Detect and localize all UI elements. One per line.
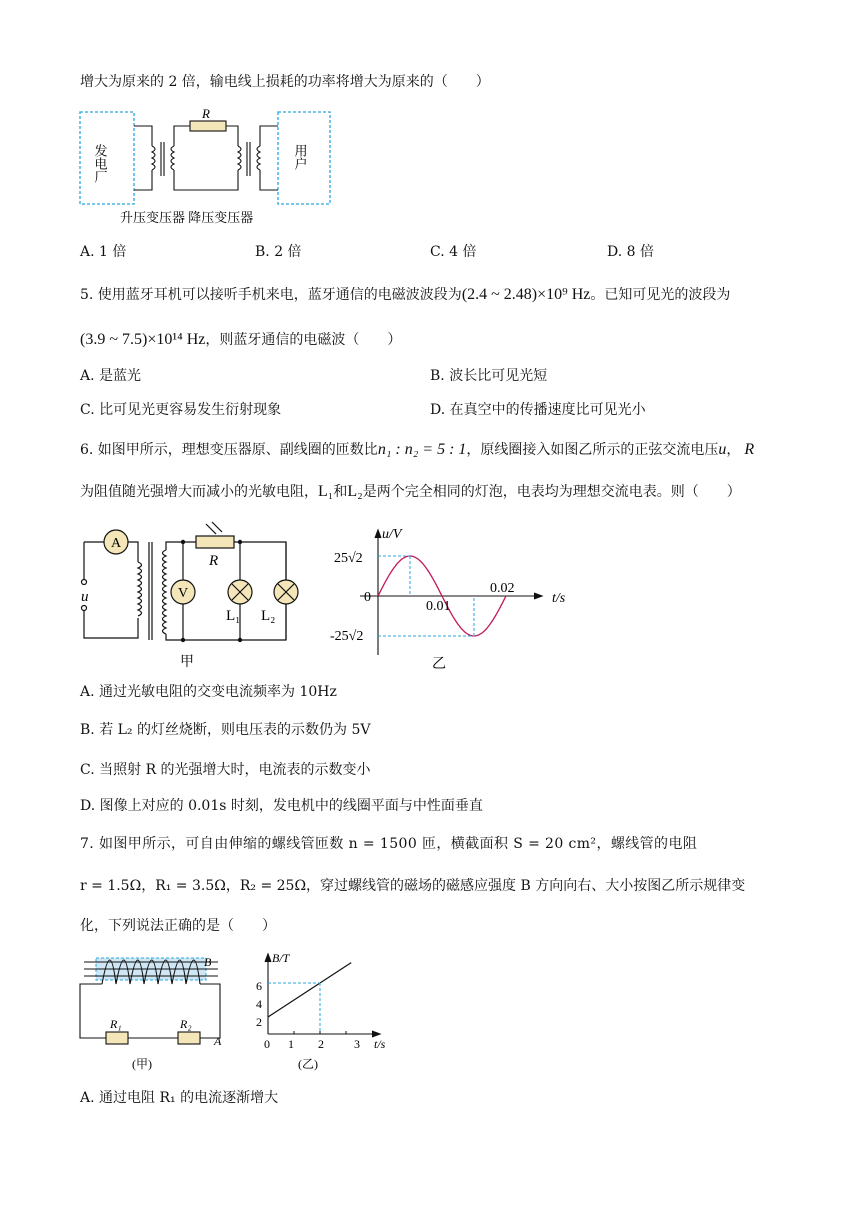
q7-option-a: A. 通过电阻 R₁ 的电流逐渐增大: [80, 1090, 279, 1106]
q6-voltmeter-label: V: [178, 586, 189, 601]
q5-option-d: D. 在真空中的传播速度比可见光小: [430, 402, 646, 418]
q7-chart-ytick-6: 6: [256, 979, 262, 993]
q4-option-b: B. 2 倍: [255, 244, 302, 260]
q6-R-symbol: R: [744, 441, 755, 458]
q6-line2: [80, 482, 741, 502]
q6-R-label: R: [209, 553, 219, 569]
q5-line1: [80, 285, 730, 305]
q7-chart-xtick-0: 0: [264, 1037, 270, 1051]
q5-line1-text: 5. 使用蓝牙耳机可以接听手机来电，蓝牙通信的电磁波波段为: [80, 287, 462, 303]
q6-option-a: A. 通过光敏电阻的交变电流频率为 10Hz: [80, 684, 337, 700]
q7-caption-yi: (乙): [298, 1057, 318, 1071]
q7-A-label: A: [214, 1034, 222, 1048]
q7-chart-xtick-1: 1: [288, 1037, 294, 1051]
q6-line1: 6. 如图甲所示，理想变压器原、副线圈的匝数比n₁ : n₂ = 5 : 1，原线圈接入如图乙所示的正弦交流电压u， R: [80, 441, 755, 458]
q7-field-chart: [250, 950, 400, 1072]
q6-turns-ratio: n₁ : n₂ = 5 : 1: [377, 441, 467, 458]
q7-chart-B-series: [268, 963, 351, 1017]
q5-bluetooth-band: (2.4 ~ 2.48)×10⁹ Hz: [461, 286, 591, 303]
q7-line3: 化，下列说法正确的是（ ）: [80, 918, 276, 934]
q7-chart-ytick-2: 2: [256, 1015, 262, 1029]
q6-chart-tick-002: 0.02: [490, 581, 515, 596]
q4-transmission-figure: [78, 104, 338, 228]
q7-chart-xlabel: t/s: [374, 1037, 386, 1051]
q6-chart-origin-label: 0: [364, 590, 371, 605]
q6-L1-symbol: L₁: [318, 483, 334, 500]
q6-circuit-figure: [78, 520, 308, 675]
q6-voltage-chart: [330, 520, 590, 675]
q6-ammeter-label: A: [111, 536, 122, 551]
q5-line1-text2: 。已知可见光的波段为: [590, 287, 731, 303]
q7-solenoid-figure: [76, 950, 236, 1072]
q6-L2-label: L₂: [261, 608, 276, 624]
q7-chart-ylabel: B/T: [272, 951, 290, 965]
q6-chart-tick-001: 0.01: [426, 599, 451, 614]
q5-line2-text: ，则蓝牙通信的电磁波（ ）: [205, 332, 402, 348]
q7-B-label: B: [204, 955, 212, 969]
q6-u-symbol: u: [718, 441, 727, 458]
q4-tail-text: 增大为原来的 2 倍，输电线上损耗的功率将增大为原来的（ ）: [80, 74, 490, 90]
q6-line1-text2: ，原线圈接入如图乙所示的正弦交流电压: [466, 442, 719, 458]
q4-caption: 升压变压器 降压变压器: [120, 210, 254, 225]
q6-u-label: u: [81, 589, 89, 605]
q6-caption-jia: 甲: [180, 655, 194, 670]
q7-R2-label: R₂: [180, 1017, 192, 1031]
q6-and-text: 和: [333, 484, 348, 500]
q5-option-b: B. 波长比可见光短: [430, 368, 548, 384]
q4-option-c: C. 4 倍: [430, 244, 477, 260]
q6-L1-label: L₁: [226, 608, 241, 624]
q6-line1-text: 6. 如图甲所示，理想变压器原、副线圈的匝数比: [80, 442, 378, 458]
q5-line2: [80, 330, 401, 350]
q7-R1-label: R₁: [110, 1017, 122, 1031]
q6-option-d: D. 图像上对应的 0.01s 时刻，发电机中的线圈平面与中性面垂直: [80, 798, 483, 814]
q7-chart-ytick-4: 4: [256, 997, 262, 1011]
q6-chart-ymax-label: 25√2: [334, 551, 363, 566]
q6-chart-ylabel: u/V: [382, 527, 402, 542]
q4-option-d: D. 8 倍: [607, 244, 654, 260]
q7-chart-xtick-3: 3: [354, 1037, 360, 1051]
q6-line2-text2: 是两个完全相同的灯泡，电表均为理想交流电表。则（ ）: [362, 484, 741, 500]
q5-option-a: A. 是蓝光: [80, 368, 142, 384]
q7-caption-jia: (甲): [132, 1057, 152, 1071]
q6-line2-text: 为阻值随光强增大而减小的光敏电阻，: [80, 484, 318, 500]
q7-line1: 7. 如图甲所示，可自由伸缩的螺线管匝数 n = 1500 匝，横截面积 S = 20 cm²，螺线管的电阻: [80, 836, 698, 852]
q5-option-c: C. 比可见光更容易发生衍射现象: [80, 402, 282, 418]
q6-chart-xlabel: t/s: [552, 591, 566, 606]
q4-option-a: A. 1 倍: [80, 244, 127, 260]
q6-chart-ymin-label: -25√2: [330, 629, 364, 644]
q6-L2-symbol: L₂: [347, 483, 363, 500]
q4-user-label: 用户: [292, 144, 308, 170]
q4-resistor-label: R: [202, 106, 210, 121]
q6-option-b: B. 若 L₂ 的灯丝烧断，则电压表的示数仍为 5V: [80, 722, 371, 738]
q6-option-c: C. 当照射 R 的光强增大时，电流表的示数变小: [80, 762, 371, 778]
q7-line2: r = 1.5Ω，R₁ = 3.5Ω，R₂ = 25Ω，穿过螺线管的磁场的磁感应强度 B 方向向右、大小按图乙所示规律变: [80, 878, 746, 894]
q7-chart-xtick-2: 2: [318, 1037, 324, 1051]
q5-visible-band: (3.9 ~ 7.5)×10¹⁴ Hz: [80, 331, 206, 348]
q6-caption-yi: 乙: [432, 657, 446, 672]
q4-plant-label: 发电厂: [92, 144, 108, 183]
